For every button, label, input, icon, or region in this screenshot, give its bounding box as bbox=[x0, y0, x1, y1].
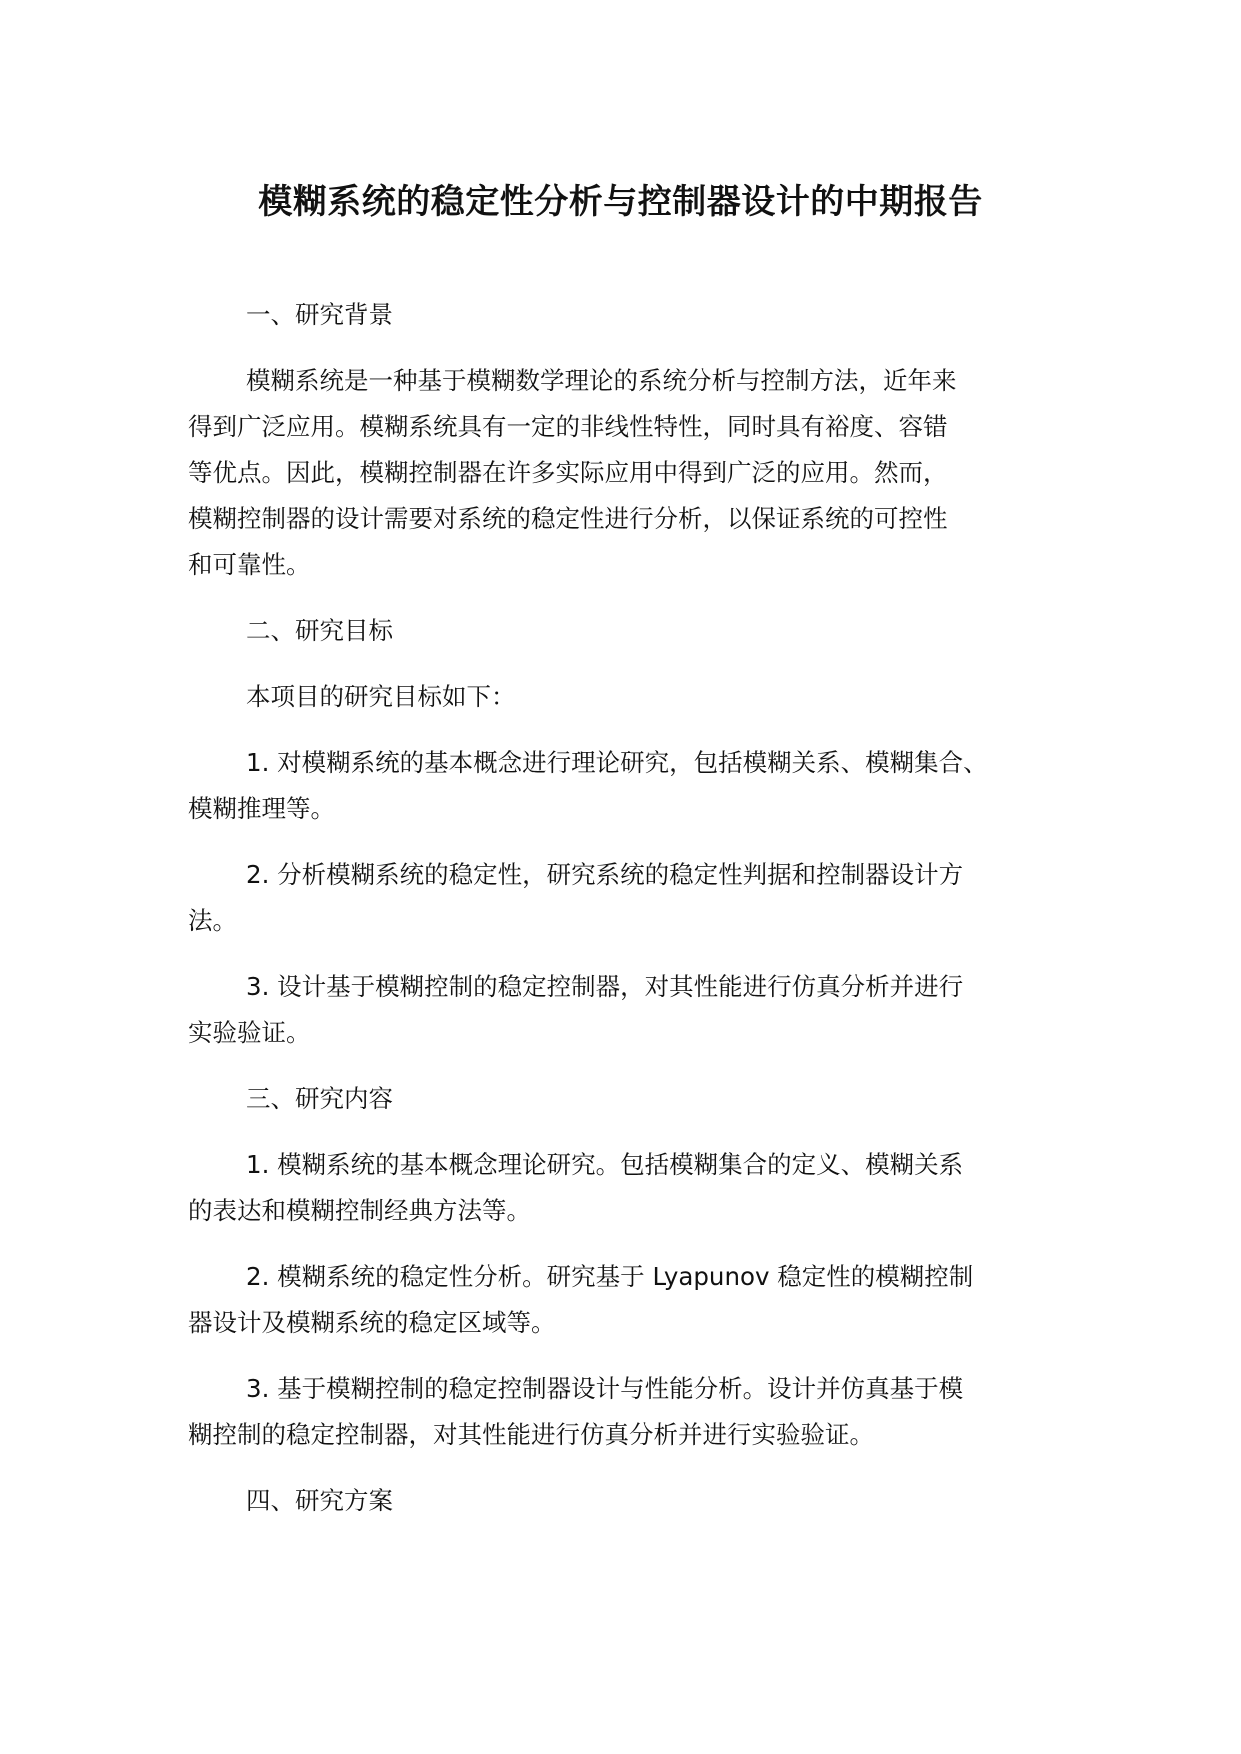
section-heading-plan: 四、研究方案 bbox=[246, 1486, 393, 1515]
paragraph-line: 模糊系统是一种基于模糊数学理论的系统分析与控制方法，近年来 bbox=[246, 366, 957, 395]
paragraph-line: 得到广泛应用。模糊系统具有一定的非线性特性，同时具有裕度、容错 bbox=[188, 412, 948, 441]
objectives-intro: 本项目的研究目标如下： bbox=[246, 682, 516, 711]
paragraph-line: 等优点。因此，模糊控制器在许多实际应用中得到广泛的应用。然而， bbox=[188, 458, 948, 487]
paragraph-line: 1. 对模糊系统的基本概念进行理论研究，包括模糊关系、模糊集合、 bbox=[246, 748, 988, 777]
paragraph-line: 2. 模糊系统的稳定性分析。研究基于 Lyapunov 稳定性的模糊控制 bbox=[246, 1262, 974, 1291]
content-item-1 bbox=[188, 1142, 1043, 1234]
section-heading-content: 三、研究内容 bbox=[246, 1084, 393, 1113]
paragraph-line: 器设计及模糊系统的稳定区域等。 bbox=[188, 1308, 556, 1337]
document-body bbox=[188, 292, 1043, 1524]
content-item-3 bbox=[188, 1366, 1043, 1458]
paragraph-line: 糊控制的稳定控制器，对其性能进行仿真分析并进行实验验证。 bbox=[188, 1420, 874, 1449]
paragraph-line: 实验验证。 bbox=[188, 1018, 311, 1047]
paragraph-line: 3. 基于模糊控制的稳定控制器设计与性能分析。设计并仿真基于模 bbox=[246, 1374, 964, 1403]
paragraph-line: 1. 模糊系统的基本概念理论研究。包括模糊集合的定义、模糊关系 bbox=[246, 1150, 964, 1179]
paragraph-line: 模糊控制器的设计需要对系统的稳定性进行分析，以保证系统的可控性 bbox=[188, 504, 948, 533]
objective-item-3 bbox=[188, 964, 1043, 1056]
section-heading-objectives: 二、研究目标 bbox=[246, 616, 393, 645]
background-paragraph bbox=[188, 358, 1043, 588]
paragraph-line: 模糊推理等。 bbox=[188, 794, 335, 823]
objective-item-2 bbox=[188, 852, 1043, 944]
document-title: 模糊系统的稳定性分析与控制器设计的中期报告 bbox=[258, 182, 983, 222]
objective-item-1 bbox=[188, 740, 1043, 832]
paragraph-line: 和可靠性。 bbox=[188, 550, 311, 579]
paragraph-line: 3. 设计基于模糊控制的稳定控制器，对其性能进行仿真分析并进行 bbox=[246, 972, 964, 1001]
content-item-2 bbox=[188, 1254, 1043, 1346]
paragraph-line: 法。 bbox=[188, 906, 237, 935]
paragraph-line: 2. 分析模糊系统的稳定性，研究系统的稳定性判据和控制器设计方 bbox=[246, 860, 964, 889]
section-heading-background: 一、研究背景 bbox=[246, 300, 393, 329]
paragraph-line: 的表达和模糊控制经典方法等。 bbox=[188, 1196, 531, 1225]
